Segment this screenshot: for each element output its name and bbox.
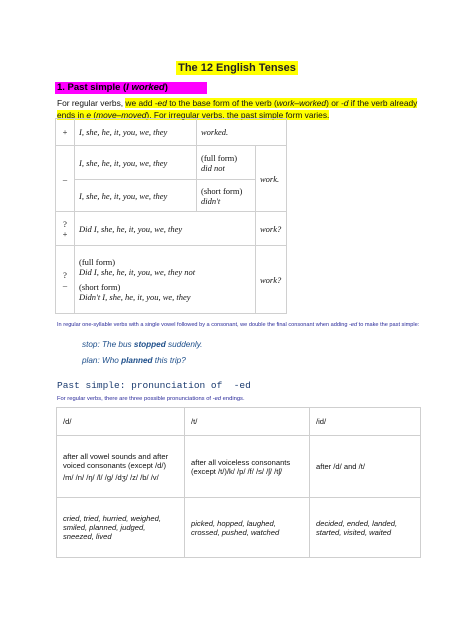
note-part: For regular verbs, there are three possible pronunciations of bbox=[57, 396, 213, 402]
verb-cell: work. bbox=[256, 146, 287, 212]
rule-d-cell bbox=[57, 436, 185, 498]
doubling-note bbox=[57, 322, 427, 329]
para-part: to the base form of the verb ( bbox=[166, 98, 277, 108]
subject-cell: I, she, he, it, you, we, they bbox=[75, 119, 197, 146]
rule-id-cell: after /d/ and /t/ bbox=[310, 436, 421, 498]
form-label: (full form) bbox=[201, 152, 238, 163]
pronunciation-table bbox=[56, 407, 421, 558]
table-header-row bbox=[57, 408, 421, 436]
note-part: endings. bbox=[221, 396, 245, 402]
subject-cell: I, she, he, it, you, we, they bbox=[75, 146, 197, 180]
past-simple-forms-table bbox=[55, 118, 287, 314]
header-d: /d/ bbox=[57, 408, 185, 436]
rule-sounds: /m/ /n/ /ŋ/ /l/ /g/ /dʒ/ /z/ /b/ /v/ bbox=[63, 472, 159, 482]
pronunciation-note bbox=[57, 396, 245, 402]
para-part: we add bbox=[125, 98, 155, 108]
full-form-cell bbox=[197, 146, 256, 180]
para-part: work–worked bbox=[276, 98, 327, 108]
para-part: if the verb already ends in bbox=[57, 98, 418, 120]
form-label: (short form) bbox=[79, 282, 121, 292]
examples-d-cell: cried, tried, hurried, weighed, smiled, planned, judged, sneezed, lived bbox=[57, 498, 185, 558]
symbol-cell: ? – bbox=[56, 246, 75, 314]
para-part: -ed bbox=[154, 98, 167, 108]
section-heading-past-simple bbox=[55, 82, 207, 94]
example-plan bbox=[82, 356, 186, 365]
para-part: -d bbox=[340, 98, 349, 108]
verb-cell: worked. bbox=[197, 119, 287, 146]
note-part: to make the past simple: bbox=[357, 322, 420, 328]
form-text: Did I, she, he, it, you, we, they not bbox=[79, 267, 196, 277]
table-row-negative-short bbox=[56, 180, 287, 212]
para-part: ( bbox=[91, 110, 97, 120]
para-part: move–moved bbox=[96, 110, 147, 120]
para-part: For regular verbs, bbox=[57, 98, 126, 108]
example-part: plan: Who bbox=[82, 356, 122, 365]
header-id: /id/ bbox=[310, 408, 421, 436]
symbol-line: ? bbox=[63, 218, 67, 229]
para-part: ). For irregular verbs, the past simple form varies. bbox=[146, 110, 330, 120]
example-verb: stopped bbox=[133, 340, 166, 349]
verb-cell: work? bbox=[256, 212, 287, 246]
short-form-cell bbox=[197, 180, 256, 212]
rule-text: after all vowel sounds and after voiced consonants (except /d/) bbox=[63, 451, 169, 470]
symbol-cell: – bbox=[56, 146, 75, 212]
table-row-question bbox=[56, 212, 287, 246]
table-row-affirmative bbox=[56, 119, 287, 146]
form-label: (short form) bbox=[201, 185, 243, 196]
examples-t-cell: picked, hopped, laughed, crossed, pushed, watched bbox=[185, 498, 310, 558]
symbol-cell: + bbox=[56, 119, 75, 146]
heading-example: I worked bbox=[126, 82, 165, 93]
form-text: Didn't I, she, he, it, you, we, they bbox=[79, 292, 191, 302]
note-part: In regular one-syllable verbs with a single vowel followed by a consonant, we double the final consonant when adding bbox=[57, 322, 349, 328]
verb-cell: work? bbox=[256, 246, 287, 314]
example-part: stop: The bus bbox=[82, 340, 134, 349]
rule-t-cell: after all voiceless consonants (except /t/)/k/ /p/ /f/ /s/ /ʃ/ /tʃ/ bbox=[185, 436, 310, 498]
note-part: -ed bbox=[349, 322, 358, 328]
example-verb: planned bbox=[121, 356, 153, 365]
question-cell: Did I, she, he, it, you, we, they bbox=[75, 212, 256, 246]
example-part: this trip? bbox=[152, 356, 186, 365]
note-part: -ed bbox=[212, 396, 222, 402]
negative-question-cell bbox=[75, 246, 256, 314]
example-part: suddenly. bbox=[165, 340, 203, 349]
examples-id-cell: decided, ended, landed, started, visited, waited bbox=[310, 498, 421, 558]
table-row-examples bbox=[57, 498, 421, 558]
heading-suffix: ) bbox=[164, 82, 168, 93]
symbol-line: + bbox=[62, 228, 68, 239]
header-t: /t/ bbox=[185, 408, 310, 436]
para-part: ) or bbox=[326, 98, 341, 108]
form-label: (full form) bbox=[79, 257, 116, 267]
form-text: didn't bbox=[201, 195, 221, 206]
symbol-cell bbox=[56, 212, 75, 246]
table-row-rules bbox=[57, 436, 421, 498]
form-text: did not bbox=[201, 162, 225, 173]
example-stop bbox=[82, 340, 202, 349]
subject-cell: I, she, he, it, you, we, they bbox=[75, 180, 197, 212]
para-part: e bbox=[86, 110, 92, 120]
table-row-negative-question bbox=[56, 246, 287, 314]
pronunciation-heading: Past simple: pronunciation of -ed bbox=[57, 380, 251, 391]
document-title bbox=[0, 58, 474, 76]
title-text: The 12 English Tenses bbox=[178, 62, 296, 74]
heading-prefix: 1. Past simple ( bbox=[57, 82, 127, 93]
table-row-negative bbox=[56, 146, 287, 180]
